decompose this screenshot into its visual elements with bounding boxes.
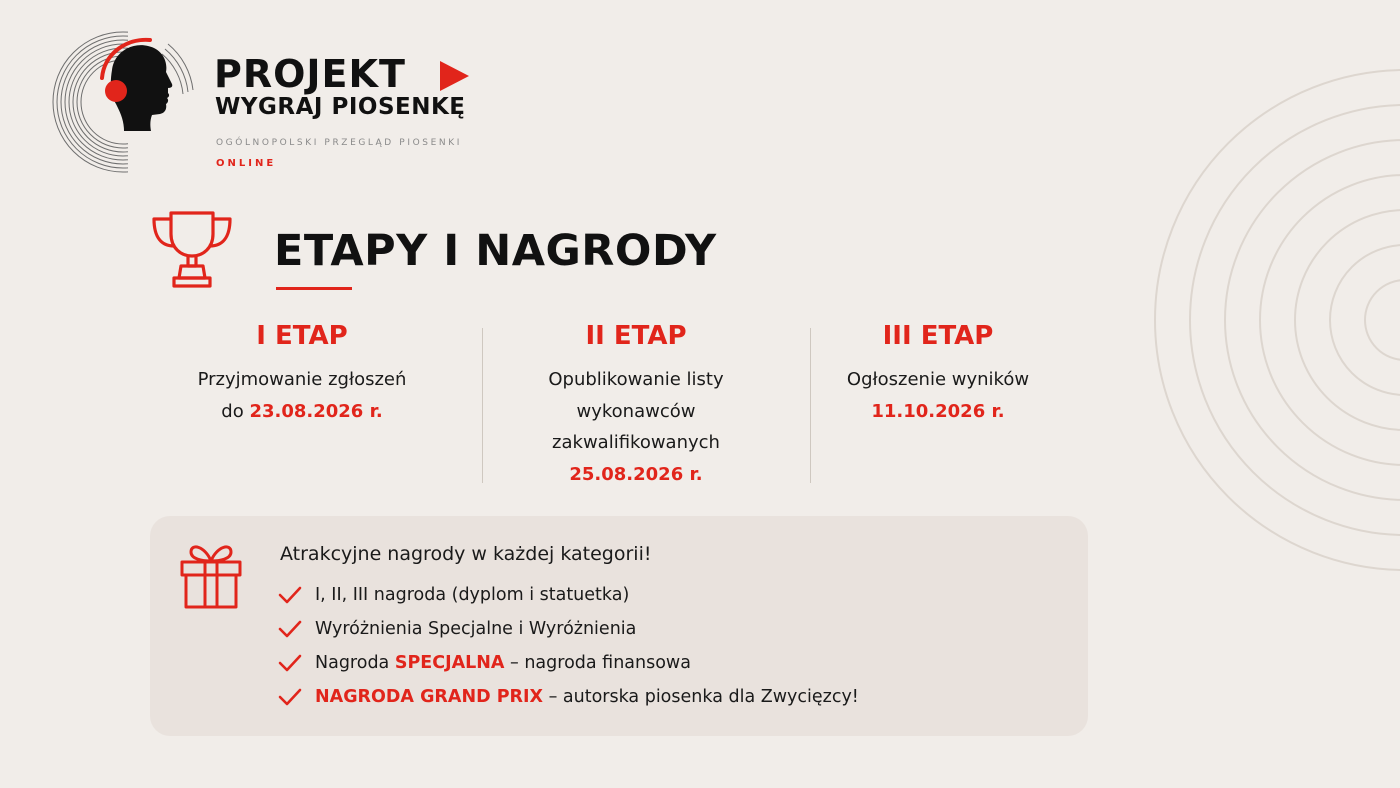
prize-text-suffix: – autorska piosenka dla Zwycięzcy! [543, 687, 859, 707]
stage-date: 11.10.2026 r. [871, 400, 1005, 422]
list-item [278, 612, 859, 646]
stage-line: zakwalifikowanych [552, 432, 720, 453]
play-icon [438, 60, 470, 92]
logo-subtitle: WYGRAJ PIOSENKĘ [215, 94, 466, 120]
prize-highlight: SPECJALNA [394, 653, 505, 673]
decorative-circles [1140, 60, 1400, 580]
stage-line: Przyjmowanie zgłoszeń [197, 369, 407, 390]
prizes-heading: Atrakcyjne nagrody w każdej kategorii! [280, 543, 652, 565]
logo-title: PROJEKT [214, 52, 406, 96]
stage-2 [486, 318, 786, 490]
stage-description [486, 364, 786, 490]
stage-description [788, 364, 1088, 427]
stage-3 [788, 318, 1088, 427]
stage-title: II ETAP [585, 321, 687, 351]
stage-title: I ETAP [256, 321, 348, 351]
list-item [278, 578, 859, 612]
prize-text: Nagroda [315, 653, 395, 673]
list-item [278, 646, 859, 680]
stage-title: III ETAP [882, 321, 994, 351]
check-icon [278, 619, 302, 639]
logo-tagline: OGÓLNOPOLSKI PRZEGLĄD PIOSENKI [216, 138, 462, 148]
prize-text: Wyróżnienia Specjalne i Wyróżnienia [315, 619, 637, 639]
stage-date-prefix: do [221, 400, 250, 422]
prize-text-suffix: – nagroda finansowa [504, 653, 691, 673]
stage-1 [152, 318, 452, 427]
prizes-list [278, 578, 859, 714]
check-icon [278, 687, 302, 707]
stage-line: wykonawców [576, 400, 696, 422]
stage-date: 25.08.2026 r. [569, 463, 703, 485]
stage-date-line [152, 396, 452, 428]
stage-line: Ogłoszenie wyników [846, 369, 1030, 390]
prize-highlight: NAGRODA GRAND PRIX [315, 687, 544, 707]
stage-date: 23.08.2026 r. [249, 400, 383, 422]
gift-icon [178, 540, 244, 610]
divider [482, 328, 483, 483]
check-icon [278, 653, 302, 673]
list-item [278, 680, 859, 714]
stage-line: Opublikowanie listy [548, 369, 724, 390]
trophy-icon [150, 208, 234, 292]
section-title: ETAPY I NAGRODY [274, 226, 717, 276]
check-icon [278, 585, 302, 605]
head-with-headphones-vinyl-icon [50, 30, 200, 175]
title-underline [276, 287, 352, 290]
stage-description [152, 364, 452, 427]
logo [50, 30, 490, 180]
prize-text: I, II, III nagroda (dyplom i statuetka) [315, 585, 630, 605]
logo-online-tag: ONLINE [216, 158, 277, 169]
